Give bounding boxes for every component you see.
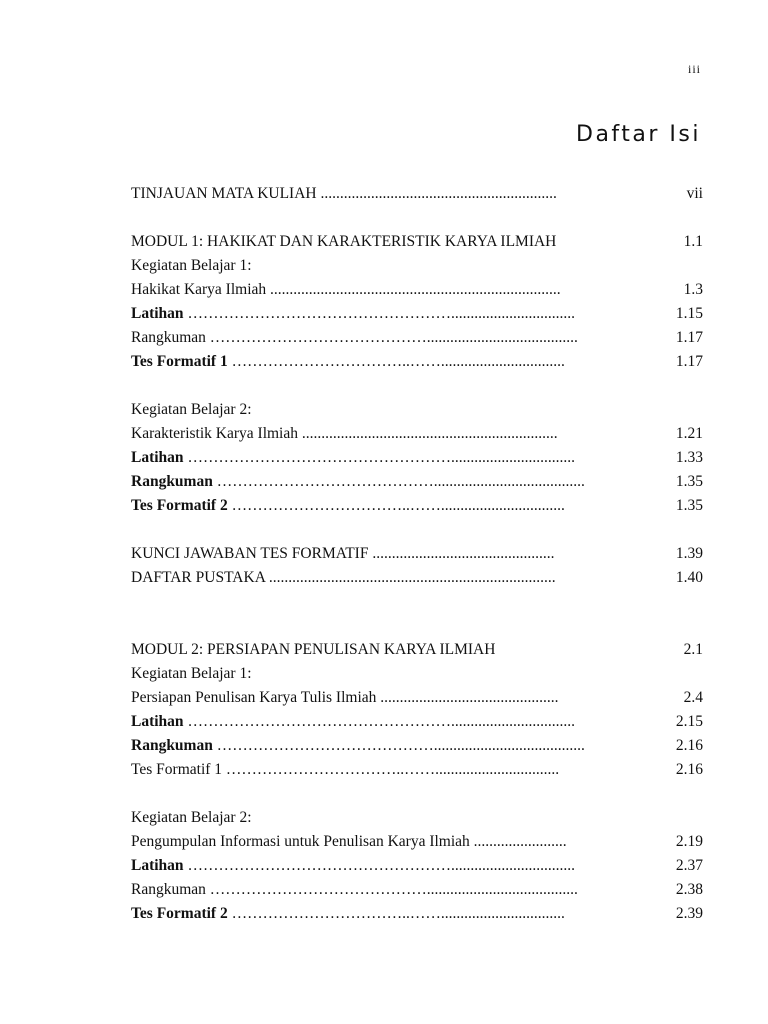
toc-entry-label: MODUL 1: HAKIKAT DAN KARAKTERISTIK KARYA ILMIAH (131, 233, 557, 250)
toc-entry[interactable] (131, 710, 703, 734)
spacer (131, 782, 703, 806)
toc-page-number: 2.39 (675, 905, 703, 922)
toc-section-label: Kegiatan Belajar 1: (131, 665, 252, 682)
toc-entry-label: Latihan (131, 713, 184, 730)
toc-entry-label: Rangkuman (131, 473, 213, 490)
toc-section-label: Kegiatan Belajar 2: (131, 401, 252, 418)
dot-leader: ……………………………………………................................ (183, 713, 575, 730)
toc-entry-label: Tes Formatif 1 (131, 761, 223, 778)
toc-page-number: vii (686, 185, 703, 202)
toc-entry[interactable] (131, 422, 703, 446)
toc-entry[interactable] (131, 470, 703, 494)
toc-entry-label: Latihan (131, 305, 184, 322)
toc-entry-label: MODUL 2: PERSIAPAN PENULISAN KARYA ILMIAH (131, 641, 496, 658)
toc-page-number: 2.4 (683, 689, 703, 706)
dot-leader: ……………………………………....................................... (212, 737, 585, 754)
toc-page-number: 2.16 (675, 737, 703, 754)
dot-leader: ……………………………..……................................ (222, 761, 560, 778)
page-title: Daftar Isi (576, 122, 701, 147)
toc-page-number: 2.16 (675, 761, 703, 778)
toc-entry[interactable] (131, 734, 703, 758)
spacer (131, 590, 703, 638)
toc-entry-label: Rangkuman (131, 737, 213, 754)
toc-entry[interactable] (131, 278, 703, 302)
toc-page-number: 1.17 (675, 329, 703, 346)
dot-leader: ……………………………..……................................ (227, 353, 565, 370)
toc-entry[interactable] (131, 854, 703, 878)
toc-page-number: 2.1 (683, 641, 703, 658)
toc-page-number: 1.40 (675, 569, 703, 586)
toc-module-heading-2[interactable] (131, 638, 703, 662)
toc-entry[interactable] (131, 302, 703, 326)
toc-page-number: 2.37 (675, 857, 703, 874)
toc-entry-label: Rangkuman (131, 881, 206, 898)
toc-entry-label: Hakikat Karya Ilmiah (131, 281, 267, 298)
toc-entry[interactable] (131, 686, 703, 710)
toc-entry[interactable] (131, 446, 703, 470)
toc-entry[interactable] (131, 878, 703, 902)
dot-leader: ……………………………………....................................... (205, 329, 578, 346)
toc-entry-kunci-jawaban[interactable] (131, 542, 703, 566)
toc-entry-label: Pengumpulan Informasi untuk Penulisan Karya Ilmiah (131, 833, 470, 850)
page-number: iii (687, 62, 701, 76)
dot-leader: ……………………………………………................................ (183, 857, 575, 874)
dot-leader: ........................ (469, 833, 567, 850)
toc-entry-label: Karakteristik Karya Ilmiah (131, 425, 298, 442)
toc-page-number: 1.15 (675, 305, 703, 322)
toc-page-number: 1.39 (675, 545, 703, 562)
toc-page-number: 2.19 (675, 833, 703, 850)
dot-leader: ……………………………………………................................ (183, 305, 575, 322)
toc-page-number: 1.21 (675, 425, 703, 442)
toc-page-number: 2.38 (675, 881, 703, 898)
toc-page-number: 1.33 (675, 449, 703, 466)
toc-entry[interactable] (131, 758, 703, 782)
table-of-contents (131, 182, 703, 926)
toc-entry-label: Persiapan Penulisan Karya Tulis Ilmiah (131, 689, 377, 706)
spacer (131, 518, 703, 542)
toc-section-label: Kegiatan Belajar 2: (131, 809, 252, 826)
dot-leader: .......................................................................... (265, 569, 556, 586)
toc-entry-label: Latihan (131, 449, 184, 466)
dot-leader: ……………………………..……................................ (227, 905, 565, 922)
toc-entry-label: Latihan (131, 857, 184, 874)
spacer (131, 374, 703, 398)
toc-entry-label: Tes Formatif 1 (131, 353, 228, 370)
toc-entry-daftar-pustaka[interactable] (131, 566, 703, 590)
dot-leader: ............................................................. (316, 185, 557, 202)
toc-page-number: 1.35 (675, 473, 703, 490)
dot-leader: ........................................................................... (266, 281, 561, 298)
spacer (131, 206, 703, 230)
toc-section-label: Kegiatan Belajar 1: (131, 257, 252, 274)
toc-entry-label: DAFTAR PUSTAKA (131, 569, 266, 586)
toc-entry-label: Rangkuman (131, 329, 206, 346)
dot-leader: .................................................................. (298, 425, 558, 442)
dot-leader: ……………………………………………................................ (183, 449, 575, 466)
dot-leader: .............................................. (376, 689, 559, 706)
dot-leader: ............................................... (368, 545, 555, 562)
toc-entry[interactable] (131, 830, 703, 854)
dot-leader: ……………………………………....................................... (212, 473, 585, 490)
toc-page-number: 1.35 (675, 497, 703, 514)
toc-entry[interactable] (131, 350, 703, 374)
toc-entry[interactable] (131, 494, 703, 518)
toc-entry-label: Tes Formatif 2 (131, 497, 228, 514)
toc-page-number: 1.1 (683, 233, 703, 250)
toc-entry[interactable] (131, 902, 703, 926)
toc-entry-label: KUNCI JAWABAN TES FORMATIF (131, 545, 369, 562)
toc-entry-label: Tes Formatif 2 (131, 905, 228, 922)
dot-leader: ……………………………………....................................... (205, 881, 578, 898)
dot-leader: ……………………………..……................................ (227, 497, 565, 514)
toc-entry-label: TINJAUAN MATA KULIAH (131, 185, 317, 202)
toc-entry[interactable] (131, 326, 703, 350)
toc-page-number: 1.17 (675, 353, 703, 370)
toc-page-number: 1.3 (683, 281, 703, 298)
toc-module-heading-1[interactable] (131, 230, 703, 254)
toc-page-number: 2.15 (675, 713, 703, 730)
toc-entry-tinjauan[interactable] (131, 182, 703, 206)
